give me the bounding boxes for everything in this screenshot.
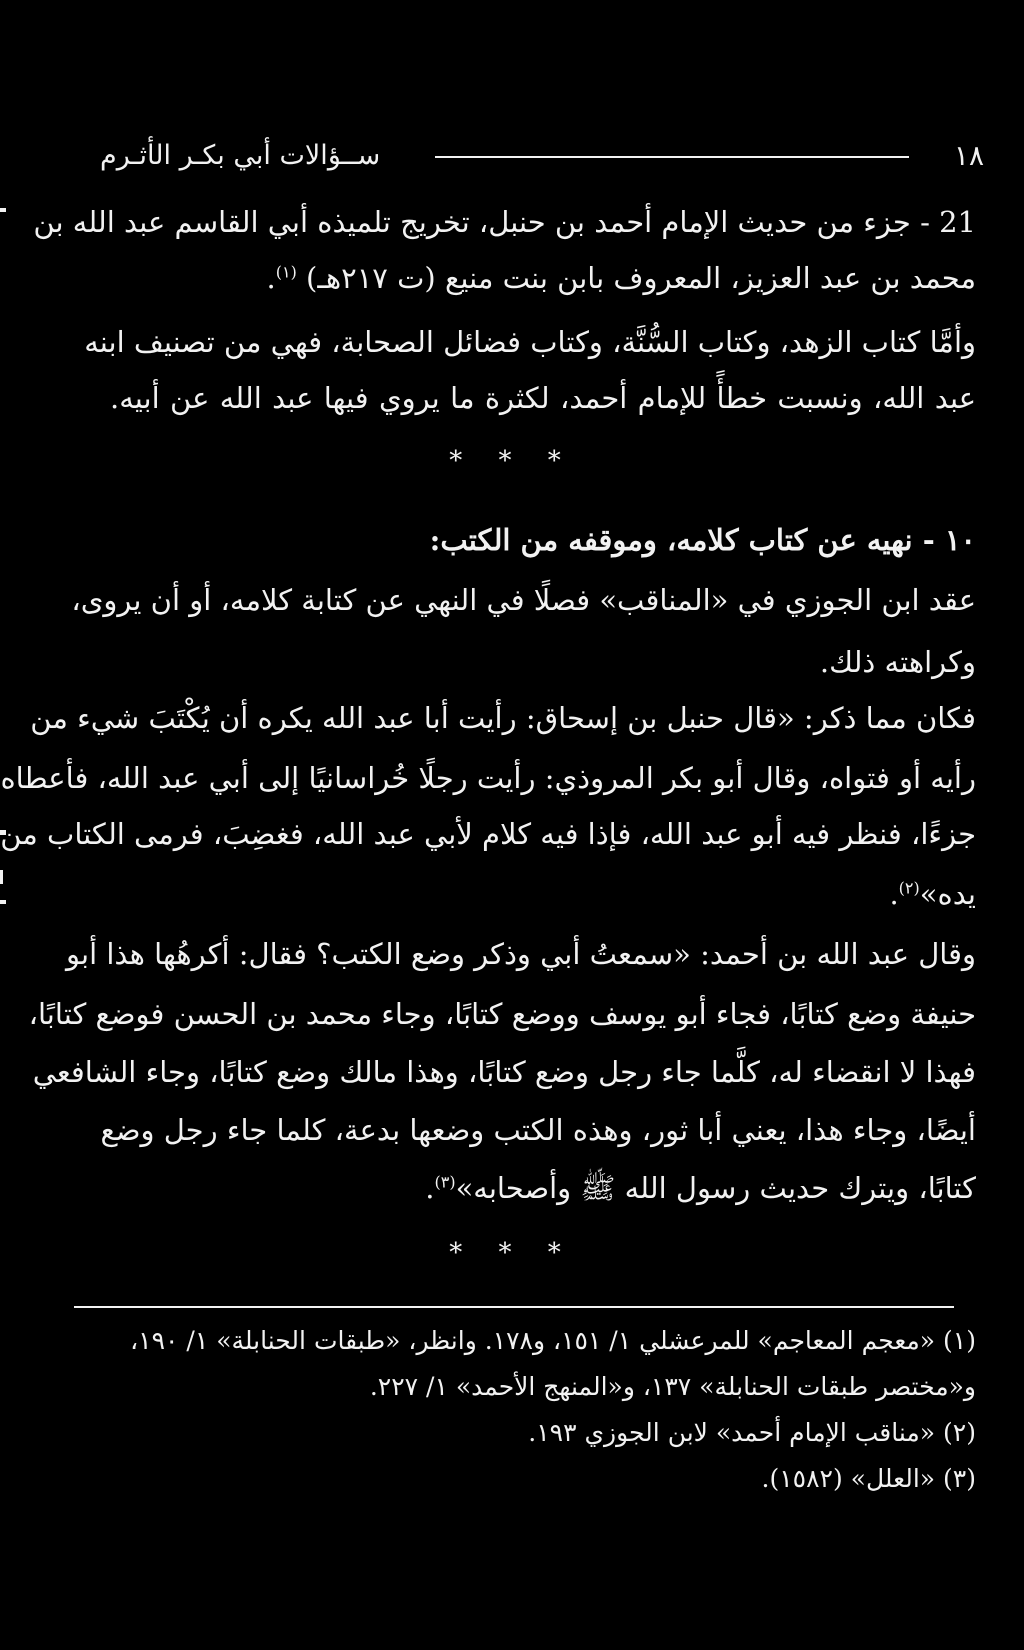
paragraph-a-line-1: وأمَّا كتاب الزهد، وكتاب السُّنَّة، وكتاب فضائل الصحابة، فهي من تصنيف ابنه bbox=[84, 325, 976, 359]
section-10-line-11-text: كتابًا، ويترك حديث رسول الله ﷺ وأصحابه» bbox=[455, 1171, 976, 1205]
section-10-line-3: فكان مما ذكر: «قال حنبل بن إسحاق: رأيت أبا عبد الله يكره أن يُكْتَبَ شيء من bbox=[30, 701, 976, 735]
entry-21-line-1: 21 - جزء من حديث الإمام أحمد بن حنبل، تخريج تلميذه أبي القاسم عبد الله بن bbox=[33, 205, 976, 239]
footnote-2: (٢) «مناقب الإمام أحمد» لابن الجوزي ١٩٣. bbox=[528, 1418, 976, 1447]
section-10-line-5: جزءًا، فنظر فيه أبو عبد الله، فإذا فيه كلام لأبي عبد الله، فغضِبَ، فرمى الكتاب من bbox=[0, 817, 976, 851]
footnote-rule bbox=[74, 1306, 954, 1308]
scan-edge-mark bbox=[0, 870, 3, 884]
section-10-line-4: رأيه أو فتواه، وقال أبو بكر المروذي: رأيت رجلًا خُراسانيًا إلى أبي عبد الله، فأعطاه bbox=[0, 761, 976, 795]
header-rule bbox=[435, 156, 909, 158]
footnote-ref-2: (٢) bbox=[898, 878, 920, 898]
section-10-line-9: فهذا لا انقضاء له، كلَّما جاء رجل وضع كتابًا، وهذا مالك وضع كتابًا، وجاء الشافعي bbox=[32, 1055, 976, 1089]
section-10-line-10: أيضًا، وجاء هذا، يعني أبا ثور، وهذه الكتب وضعها بدعة، كلما جاء رجل وضع bbox=[100, 1113, 976, 1147]
section-separator: * * * bbox=[449, 446, 575, 476]
scan-edge-mark bbox=[0, 900, 6, 904]
scan-edge-mark bbox=[0, 208, 6, 212]
section-10-heading: ١٠ - نهيه عن كتاب كلامه، وموقفه من الكتب: bbox=[429, 523, 976, 557]
section-10-line-8: حنيفة وضع كتابًا، فجاء أبو يوسف ووضع كتابًا، وجاء محمد بن الحسن فوضع كتابًا، bbox=[28, 997, 976, 1031]
footnote-1-line-2: و«مختصر طبقات الحنابلة» ١٣٧، و«المنهج الأحمد» ١/ ٢٢٧. bbox=[369, 1372, 976, 1401]
section-10-line-6-text: يده» bbox=[919, 877, 976, 911]
section-10-line-11 bbox=[110, 1166, 976, 1210]
footnote-3: (٣) «العلل» (١٥٨٢). bbox=[761, 1464, 976, 1493]
paragraph-a-line-2: عبد الله، ونسبت خطأً للإمام أحمد، لكثرة ما يروي فيها عبد الله عن أبيه. bbox=[110, 381, 976, 415]
entry-21-line-2-text: محمد بن عبد العزيز، المعروف بابن بنت منيع (ت ٢١٧هـ) bbox=[306, 261, 976, 295]
section-10-line-2: وكراهته ذلك. bbox=[819, 645, 976, 679]
section-10-line-11-end: . bbox=[425, 1171, 435, 1205]
footnote-1-line-1: (١) «معجم المعاجم» للمرعشلي ١/ ١٥١، و١٧٨. وانظر، «طبقات الحنابلة» ١/ ١٩٠، bbox=[130, 1326, 976, 1355]
section-10-line-7: وقال عبد الله بن أحمد: «سمعتُ أبي وذكر وضع الكتب؟ فقال: أكرهُها هذا أبو bbox=[66, 937, 976, 971]
section-10-line-6 bbox=[110, 872, 976, 916]
section-10-line-6-end: . bbox=[889, 877, 899, 911]
footnote-ref-3: (٣) bbox=[434, 1172, 456, 1192]
page-number: ١٨ bbox=[953, 139, 984, 172]
entry-21-line-2-end: . bbox=[266, 261, 276, 295]
page-header bbox=[100, 136, 984, 176]
entry-21-line-2 bbox=[110, 256, 976, 300]
running-title: ســؤالات أبي بكـر الأثـرم bbox=[100, 140, 381, 171]
section-10-line-1: عقد ابن الجوزي في «المناقب» فصلًا في النهي عن كتابة كلامه، أو أن يروى، bbox=[71, 583, 976, 617]
footnote-ref-1: (١) bbox=[275, 262, 297, 282]
section-separator-2: * * * bbox=[449, 1238, 575, 1268]
